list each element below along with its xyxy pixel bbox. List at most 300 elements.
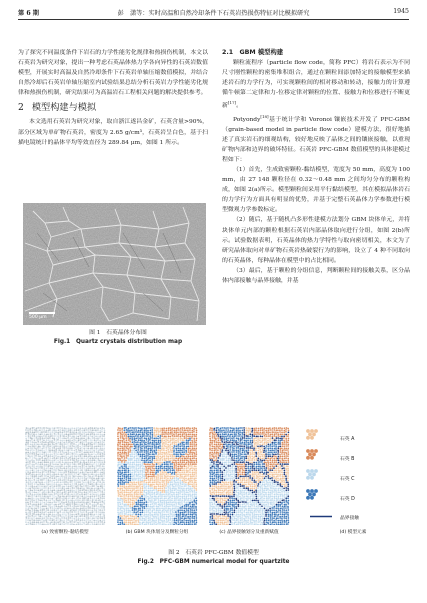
dense-particle xyxy=(101,461,103,463)
dense-particle xyxy=(69,449,71,451)
dense-particle xyxy=(29,463,31,465)
dense-particle xyxy=(57,456,59,458)
dense-particle xyxy=(59,469,61,471)
dense-particle xyxy=(42,473,44,475)
grain-particle xyxy=(242,451,244,453)
grain-particle xyxy=(183,477,185,479)
grain-particle xyxy=(143,469,145,471)
grain-particle xyxy=(193,485,195,487)
grain-particle xyxy=(284,441,286,443)
grain-particle xyxy=(222,461,224,463)
dense-particle xyxy=(35,429,37,431)
dense-particle xyxy=(87,485,89,487)
dense-particle xyxy=(34,429,36,431)
dense-particle xyxy=(47,493,49,495)
boundary-contact xyxy=(239,476,241,478)
dense-particle xyxy=(65,511,67,513)
grain-particle xyxy=(149,495,151,497)
grain-particle xyxy=(124,461,126,463)
dense-particle xyxy=(64,505,66,507)
grain-particle xyxy=(177,429,179,431)
grain-particle xyxy=(223,451,225,453)
dense-particle xyxy=(43,521,45,523)
dense-particle xyxy=(59,447,61,449)
grain-particle xyxy=(221,454,223,456)
grain-particle xyxy=(175,429,177,431)
grain-particle xyxy=(125,474,127,476)
dense-particle xyxy=(67,467,69,469)
dense-particle xyxy=(81,513,83,515)
grain-particle xyxy=(121,493,123,495)
dense-particle xyxy=(47,473,49,475)
dense-particle xyxy=(65,471,67,473)
grain-particle xyxy=(154,495,156,497)
dense-particle xyxy=(68,501,70,503)
dense-particle xyxy=(92,501,94,503)
grain-particle xyxy=(239,459,241,461)
grain-particle xyxy=(271,472,273,474)
dense-particle xyxy=(87,513,89,515)
grain-particle xyxy=(225,469,227,471)
grain-particle xyxy=(167,499,169,501)
dense-particle xyxy=(33,521,35,523)
dense-particle xyxy=(76,459,78,461)
grain-particle xyxy=(176,477,178,479)
dense-particle xyxy=(37,478,39,480)
grain-particle xyxy=(181,524,183,525)
grain-particle xyxy=(117,502,119,504)
dense-particle xyxy=(81,462,83,464)
grain-particle xyxy=(191,501,193,503)
grain-particle xyxy=(262,444,264,446)
dense-particle xyxy=(81,503,83,505)
dense-particle xyxy=(47,512,49,514)
dense-particle xyxy=(27,513,29,515)
dense-particle xyxy=(102,427,104,429)
grain-particle xyxy=(229,464,231,466)
grain-particle xyxy=(141,441,143,443)
dense-particle xyxy=(83,465,85,467)
grain-particle xyxy=(145,500,147,502)
dense-particle xyxy=(49,429,51,431)
grain-particle xyxy=(267,473,269,475)
grain-particle xyxy=(181,496,183,498)
grain-particle xyxy=(157,438,159,440)
grain-particle xyxy=(267,457,269,459)
grain-particle xyxy=(209,480,211,482)
grain-particle xyxy=(187,499,189,501)
dense-particle xyxy=(53,501,55,503)
boundary-contact xyxy=(281,439,283,441)
dense-particle xyxy=(83,473,85,475)
grain-particle xyxy=(163,471,165,473)
boundary-contact xyxy=(243,445,245,447)
grain-particle xyxy=(170,449,172,451)
grain-particle xyxy=(133,524,135,525)
dense-particle xyxy=(46,521,48,523)
grain-particle xyxy=(213,446,215,448)
grain-particle xyxy=(285,457,287,459)
dense-particle xyxy=(103,491,105,493)
grain-particle xyxy=(118,442,120,444)
grain-particle xyxy=(171,523,173,525)
dense-particle xyxy=(75,516,77,518)
dense-particle xyxy=(32,501,34,503)
dense-particle xyxy=(40,505,42,507)
grain-particle xyxy=(187,505,189,507)
grain-particle xyxy=(152,451,154,453)
dense-particle xyxy=(31,474,33,476)
grain-particle xyxy=(134,492,136,494)
dense-particle xyxy=(66,440,68,442)
grain-particle xyxy=(189,493,191,495)
grain-particle xyxy=(174,473,176,475)
grain-particle xyxy=(143,493,145,495)
grain-particle xyxy=(125,469,127,471)
grain-particle xyxy=(237,431,239,433)
grain-particle xyxy=(271,436,273,438)
dense-particle xyxy=(58,504,60,506)
grain-particle xyxy=(150,469,152,471)
dense-particle xyxy=(43,484,45,486)
boundary-contact xyxy=(221,474,223,476)
grain-particle xyxy=(167,508,169,510)
grain-particle xyxy=(270,444,272,446)
grain-particle xyxy=(127,487,129,489)
grain-particle xyxy=(121,473,123,475)
grain-particle xyxy=(167,445,169,447)
boundary-contact xyxy=(251,431,253,433)
grain-particle xyxy=(119,471,121,473)
grain-particle xyxy=(131,489,133,491)
grain-particle xyxy=(155,502,157,504)
grain-particle xyxy=(193,509,195,511)
grain-particle xyxy=(209,471,211,473)
grain-particle xyxy=(189,523,191,525)
dense-particle xyxy=(93,493,95,495)
boundary-contact xyxy=(235,476,237,478)
dense-particle xyxy=(57,476,59,478)
scale-bar-label: 500 μm xyxy=(29,315,47,320)
dense-particle xyxy=(83,445,85,447)
boundary-contact xyxy=(235,466,237,468)
grain-particle xyxy=(262,477,264,479)
dense-particle xyxy=(33,505,35,507)
grain-particle xyxy=(284,434,286,436)
dense-particle xyxy=(53,469,55,471)
dense-particle xyxy=(75,441,77,443)
dense-particle xyxy=(53,455,55,457)
grain-particle xyxy=(126,475,128,477)
dense-particle xyxy=(65,477,67,479)
grain-particle xyxy=(162,485,164,487)
boundary-contact xyxy=(237,444,239,446)
dense-particle xyxy=(103,465,105,467)
grain-particle xyxy=(288,461,290,463)
grain-particle xyxy=(160,517,162,519)
grain-particle xyxy=(147,461,149,463)
grain-particle xyxy=(122,501,124,503)
grain-particle xyxy=(287,471,289,473)
grain-particle xyxy=(261,447,263,449)
dense-particle xyxy=(91,429,93,431)
grain-particle xyxy=(132,509,134,511)
grain-particle xyxy=(140,449,142,451)
dense-particle xyxy=(37,467,39,469)
grain-particle xyxy=(185,473,187,475)
dense-particle xyxy=(50,461,52,463)
grain-particle xyxy=(193,439,195,441)
grain-particle xyxy=(257,432,259,434)
grain-particle xyxy=(127,519,129,521)
dense-particle xyxy=(38,499,40,501)
grain-particle xyxy=(149,442,151,444)
grain-particle xyxy=(262,429,264,431)
grain-particle xyxy=(137,485,139,487)
grain-particle xyxy=(127,458,129,460)
dense-particle xyxy=(57,489,59,491)
grain-particle xyxy=(256,466,258,468)
grain-particle xyxy=(165,485,167,487)
dense-particle xyxy=(59,521,61,523)
dense-particle xyxy=(73,493,75,495)
dense-particle xyxy=(43,511,45,513)
dense-particle xyxy=(67,459,69,461)
grain-particle xyxy=(224,462,226,464)
dense-particle xyxy=(71,473,73,475)
dense-particle xyxy=(43,431,45,433)
boundary-contact xyxy=(245,465,247,467)
dense-particle xyxy=(55,523,57,525)
grain-particle xyxy=(182,459,184,461)
dense-particle xyxy=(99,483,101,485)
dense-particle xyxy=(94,441,96,443)
dense-particle xyxy=(33,469,35,471)
dense-particle xyxy=(37,441,39,443)
grain-particle xyxy=(169,471,171,473)
grain-particle xyxy=(269,439,271,441)
grain-particle xyxy=(129,495,131,497)
dense-particle xyxy=(93,429,95,431)
boundary-contact xyxy=(233,463,235,465)
dense-particle xyxy=(31,494,33,496)
grain-particle xyxy=(229,445,231,447)
dense-particle xyxy=(45,516,47,518)
grain-particle xyxy=(259,433,261,435)
dense-particle xyxy=(27,454,29,456)
dense-particle xyxy=(76,524,78,525)
dense-particle xyxy=(29,513,31,515)
grain-particle xyxy=(145,466,147,468)
dense-particle xyxy=(85,483,87,485)
dense-particle xyxy=(63,487,65,489)
grain-particle xyxy=(232,430,234,432)
dense-particle xyxy=(83,448,85,450)
boundary-contact xyxy=(237,461,239,463)
grain-particle xyxy=(163,462,165,464)
boundary-contact xyxy=(284,470,286,472)
dense-particle xyxy=(84,443,86,445)
boundary-contact xyxy=(281,465,283,467)
grain-particle xyxy=(255,473,257,475)
dense-particle xyxy=(56,487,58,489)
grain-particle xyxy=(119,519,121,521)
dense-particle xyxy=(84,449,86,451)
dense-particle xyxy=(57,445,59,447)
grain-particle xyxy=(223,433,225,435)
dense-particle xyxy=(75,433,77,435)
dense-particle xyxy=(83,518,85,520)
grain-particle xyxy=(229,469,231,471)
grain-particle xyxy=(147,501,149,503)
dense-particle xyxy=(25,507,27,509)
dense-particle xyxy=(53,519,55,521)
grain-particle xyxy=(196,517,198,519)
dense-particle xyxy=(72,457,74,459)
grain-particle xyxy=(145,509,147,511)
dense-particle xyxy=(84,493,86,495)
grain-particle xyxy=(145,519,147,521)
dense-particle xyxy=(41,448,43,450)
grain-particle xyxy=(172,519,174,521)
dense-particle xyxy=(103,434,105,436)
grain-particle xyxy=(272,453,274,455)
dense-particle xyxy=(41,519,43,521)
grain-particle xyxy=(119,523,121,525)
grain-particle xyxy=(279,435,281,437)
dense-particle xyxy=(45,459,47,461)
grain-particle xyxy=(141,514,143,516)
grain-particle xyxy=(133,439,135,441)
dense-particle xyxy=(89,427,91,429)
grain-particle xyxy=(190,478,192,480)
dense-particle xyxy=(37,480,39,482)
boundary-contact xyxy=(277,447,279,449)
dense-particle xyxy=(104,489,106,491)
grain-particle xyxy=(176,495,178,497)
dense-particle xyxy=(73,432,75,434)
dense-particle xyxy=(74,466,76,468)
grain-particle xyxy=(238,439,240,441)
dense-particle xyxy=(25,519,27,521)
grain-particle xyxy=(193,468,195,470)
grain-particle xyxy=(141,498,143,500)
grain-particle xyxy=(153,481,155,483)
grain-particle xyxy=(210,473,212,475)
grain-particle xyxy=(137,437,139,439)
grain-particle xyxy=(251,453,253,455)
left-column xyxy=(18,48,208,148)
grain-particle xyxy=(117,455,119,457)
grain-particle xyxy=(145,483,147,485)
grain-particle xyxy=(139,509,141,511)
dense-particle xyxy=(85,521,87,523)
grain-particle xyxy=(159,519,161,521)
dense-particle xyxy=(58,523,60,525)
grain-particle xyxy=(143,509,145,511)
grain-particle xyxy=(285,435,287,437)
dense-particle xyxy=(65,523,67,525)
boundary-contact xyxy=(261,436,263,438)
grain-particle xyxy=(130,523,132,525)
dense-particle xyxy=(87,431,89,433)
grain-particle xyxy=(233,465,235,467)
grain-particle xyxy=(163,429,165,431)
grain-particle xyxy=(211,458,213,460)
dense-particle xyxy=(69,433,71,435)
grain-particle xyxy=(145,447,147,449)
grain-particle xyxy=(161,497,163,499)
grain-particle xyxy=(223,458,225,460)
dense-particle xyxy=(27,519,29,521)
dense-particle xyxy=(61,521,63,523)
grain-particle xyxy=(158,499,160,501)
grain-particle xyxy=(273,431,275,433)
dense-particle xyxy=(57,467,59,469)
dense-particle xyxy=(41,477,43,479)
grain-particle xyxy=(165,477,167,479)
grain-particle xyxy=(242,471,244,473)
grain-particle xyxy=(133,427,135,429)
panel-a-graphic xyxy=(24,427,106,525)
dense-particle xyxy=(49,459,51,461)
dense-particle xyxy=(91,483,93,485)
grain-particle xyxy=(137,441,139,443)
dense-particle xyxy=(43,442,45,444)
grain-particle xyxy=(164,463,166,465)
grain-particle xyxy=(262,440,264,442)
grain-particle xyxy=(118,481,120,483)
boundary-contact xyxy=(216,461,218,463)
dense-particle xyxy=(104,517,106,519)
grain-particle xyxy=(222,455,224,457)
dense-particle xyxy=(83,513,85,515)
grain-particle xyxy=(181,451,183,453)
grain-particle xyxy=(239,469,241,471)
grain-particle xyxy=(286,465,288,467)
grain-particle xyxy=(170,440,172,442)
dense-particle xyxy=(85,502,87,504)
grain-particle xyxy=(179,501,181,503)
dense-particle xyxy=(69,489,71,491)
dense-particle xyxy=(29,440,31,442)
dense-particle xyxy=(51,435,53,437)
dense-particle xyxy=(37,510,39,512)
dense-particle xyxy=(73,509,75,511)
dense-particle xyxy=(69,438,71,440)
figure-1-micrograph xyxy=(23,203,206,325)
grain-particle xyxy=(167,437,169,439)
grain-particle xyxy=(181,441,183,443)
grain-particle xyxy=(255,429,257,431)
grain-particle xyxy=(177,455,179,457)
grain-particle xyxy=(143,477,145,479)
dense-particle xyxy=(31,517,33,519)
grain-particle xyxy=(273,477,275,479)
grain-particle xyxy=(189,517,191,519)
grain-particle xyxy=(151,474,153,476)
grain-particle xyxy=(176,520,178,522)
grain-particle xyxy=(253,439,255,441)
dense-particle xyxy=(83,523,85,525)
grain-particle xyxy=(148,487,150,489)
grain-particle xyxy=(134,451,136,453)
grain-particle xyxy=(169,438,171,440)
dense-particle xyxy=(43,502,45,504)
grain-particle xyxy=(185,467,187,469)
dense-particle xyxy=(95,435,97,437)
grain-particle xyxy=(233,431,235,433)
